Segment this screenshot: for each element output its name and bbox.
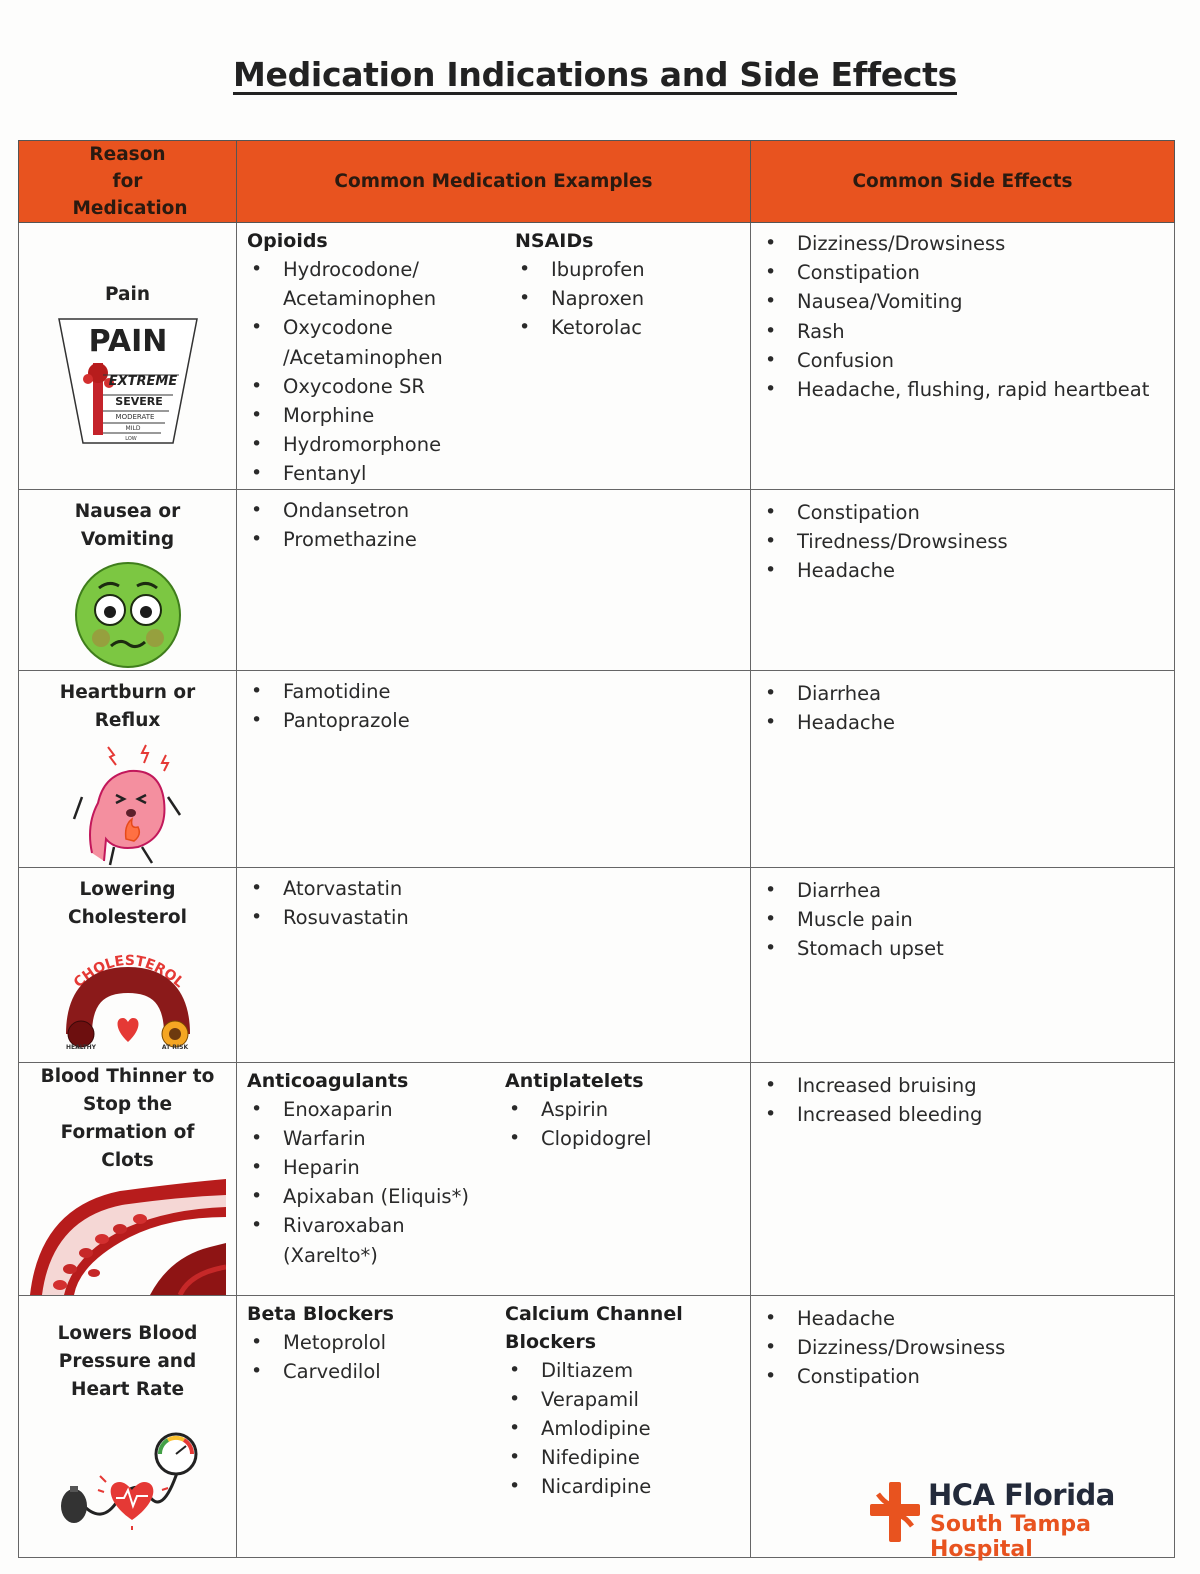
- table-row: [19, 489, 1175, 670]
- side-effect-item: • Headache: [761, 708, 1174, 737]
- burning-stomach-icon: [68, 741, 188, 867]
- side-effect-item: • Dizziness/Drowsiness: [761, 229, 1174, 258]
- med-item: • Promethazine: [247, 525, 417, 554]
- side-effects-cell: [751, 489, 1175, 670]
- table-header-row: [19, 141, 1175, 223]
- med-item: • Oxycodone /Acetaminophen: [247, 313, 463, 371]
- hca-cross-logo-icon: [870, 1482, 920, 1542]
- side-effect-item: • Confusion: [761, 346, 1174, 375]
- med-group-title: Calcium Channel Blockers: [505, 1302, 683, 1353]
- cholesterol-word: CHOLESTEROL: [70, 952, 187, 991]
- side-effect-item: • Constipation: [761, 1362, 1174, 1391]
- med-list: [247, 1095, 505, 1270]
- blood-pressure-gauge-icon: [58, 1430, 198, 1530]
- med-item: • Ketorolac: [515, 313, 645, 342]
- examples-cell: [237, 489, 751, 670]
- at-risk-label: AT RISK: [161, 1043, 188, 1050]
- cholesterol-artery-icon: [63, 938, 193, 1050]
- med-item: • Hydromorphone: [247, 430, 515, 459]
- examples-cell: [237, 1062, 751, 1295]
- med-list: [247, 1328, 505, 1386]
- moderate-label: MODERATE: [115, 413, 154, 421]
- logo-subname: South Tampa Hospital: [930, 1512, 1091, 1562]
- side-effect-item: • Constipation: [761, 498, 1174, 527]
- reason-label: Lowers Blood Pressure and Heart Rate: [57, 1322, 198, 1400]
- med-group-title: Beta Blockers: [247, 1302, 394, 1325]
- side-effects-cell: [751, 223, 1175, 490]
- reason-cell: [19, 1295, 237, 1557]
- med-item: • Metoprolol: [247, 1328, 505, 1357]
- med-item: • Warfarin: [247, 1124, 505, 1153]
- med-list: [247, 255, 515, 489]
- side-effect-item: • Headache: [761, 556, 1174, 585]
- med-item: • Carvedilol: [247, 1357, 505, 1386]
- examples-cell: [237, 1295, 751, 1557]
- mild-label: MILD: [125, 425, 140, 432]
- med-item: • Nifedipine: [505, 1443, 685, 1472]
- med-list: [505, 1095, 651, 1153]
- med-item: • Fentanyl: [247, 459, 515, 488]
- med-item: • Naproxen: [515, 284, 645, 313]
- side-effect-item: • Stomach upset: [761, 934, 1174, 963]
- header-reason: Reason for Medication: [19, 141, 237, 223]
- med-group-title: NSAIDs: [515, 230, 594, 252]
- med-group: [247, 1300, 505, 1502]
- med-item: • Heparin: [247, 1153, 505, 1182]
- side-effects-cell: [751, 670, 1175, 867]
- med-item: • Clopidogrel: [505, 1124, 651, 1153]
- med-group: [247, 227, 515, 489]
- side-effect-item: • Nausea/Vomiting: [761, 287, 1174, 316]
- med-item: • Ondansetron: [247, 496, 417, 525]
- med-item: • Famotidine: [247, 677, 410, 706]
- med-item: • Hydrocodone/ Acetaminophen: [247, 255, 463, 313]
- logo-name: HCA Florida: [928, 1478, 1115, 1512]
- examples-cell: [237, 670, 751, 867]
- side-effect-item: • Rash: [761, 317, 1174, 346]
- med-group: [247, 1067, 505, 1270]
- side-effects-list: [761, 1071, 1174, 1129]
- med-group-title: Opioids: [247, 230, 328, 252]
- side-effects-list: [761, 679, 1174, 737]
- side-effects-list: [761, 229, 1174, 404]
- extreme-label: EXTREME: [108, 374, 177, 389]
- reason-cell: [19, 1062, 237, 1295]
- side-effects-cell: [751, 867, 1175, 1062]
- side-effect-item: • Diarrhea: [761, 679, 1174, 708]
- side-effects-list: [761, 1304, 1174, 1392]
- med-group: [515, 227, 645, 489]
- med-list: [515, 255, 645, 343]
- medication-table: [18, 140, 1175, 1558]
- med-item: • Ibuprofen: [515, 255, 645, 284]
- med-list: [247, 874, 409, 932]
- side-effect-item: • Headache: [761, 1304, 1174, 1333]
- header-side-effects: Common Side Effects: [751, 141, 1175, 223]
- med-item: • Morphine: [247, 401, 515, 430]
- med-item: • Rivaroxaban (Xarelto*): [247, 1211, 433, 1269]
- side-effect-item: • Diarrhea: [761, 876, 1174, 905]
- med-item: • Nicardipine: [505, 1472, 685, 1501]
- reason-label: Lowering Cholesterol: [68, 878, 187, 928]
- reason-cell: [19, 867, 237, 1062]
- healthy-label: HEALTHY: [65, 1043, 96, 1050]
- table-row: [19, 867, 1175, 1062]
- pain-word: PAIN: [88, 324, 167, 359]
- med-item: • Verapamil: [505, 1385, 685, 1414]
- med-item: • Rosuvastatin: [247, 903, 409, 932]
- med-group-title: Anticoagulants: [247, 1069, 409, 1092]
- med-item: • Amlodipine: [505, 1414, 685, 1443]
- pain-scale-icon: [55, 315, 201, 447]
- nauseated-face-icon: [73, 560, 183, 670]
- severe-label: SEVERE: [114, 395, 163, 408]
- med-group: [505, 1067, 651, 1270]
- page-title: Medication Indications and Side Effects: [232, 55, 957, 94]
- blood-vessel-icon: [30, 1177, 226, 1295]
- examples-cell: [237, 223, 751, 490]
- table-row: [19, 223, 1175, 490]
- med-list: [505, 1356, 685, 1502]
- reason-label: Nausea or Vomiting: [74, 500, 181, 550]
- side-effects-cell: [751, 1062, 1175, 1295]
- med-item: • Apixaban (Eliquis*): [247, 1182, 505, 1211]
- reason-cell: [19, 489, 237, 670]
- side-effect-item: • Muscle pain: [761, 905, 1174, 934]
- med-item: • Oxycodone SR: [247, 372, 515, 401]
- side-effect-item: • Increased bleeding: [761, 1100, 1174, 1129]
- side-effect-item: • Increased bruising: [761, 1071, 1174, 1100]
- med-group: [505, 1300, 685, 1502]
- reason-label: Pain: [104, 284, 151, 305]
- side-effects-list: [761, 498, 1174, 586]
- examples-cell: [237, 867, 751, 1062]
- hca-logo: [870, 1478, 1170, 1562]
- med-list: [247, 496, 417, 554]
- reason-label: Blood Thinner to Stop the Formation of Clots: [40, 1065, 215, 1171]
- med-item: • Atorvastatin: [247, 874, 409, 903]
- med-group-title: Antiplatelets: [505, 1069, 644, 1092]
- reason-label: Heartburn or Reflux: [59, 681, 196, 731]
- med-item: • Enoxaparin: [247, 1095, 505, 1124]
- low-label: LOW: [124, 436, 137, 442]
- med-item: • Pantoprazole: [247, 706, 410, 735]
- side-effect-item: • Headache, flushing, rapid heartbeat: [761, 375, 1174, 404]
- side-effect-item: • Tiredness/Drowsiness: [761, 527, 1174, 556]
- header-examples: Common Medication Examples: [237, 141, 751, 223]
- side-effect-item: • Constipation: [761, 258, 1174, 287]
- reason-cell: [19, 670, 237, 867]
- side-effect-item: • Dizziness/Drowsiness: [761, 1333, 1174, 1362]
- med-list: [247, 677, 410, 735]
- side-effects-list: [761, 876, 1174, 964]
- table-row: [19, 1062, 1175, 1295]
- med-item: • Aspirin: [505, 1095, 651, 1124]
- table-row: [19, 670, 1175, 867]
- reason-cell: [19, 223, 237, 490]
- med-item: • Diltiazem: [505, 1356, 685, 1385]
